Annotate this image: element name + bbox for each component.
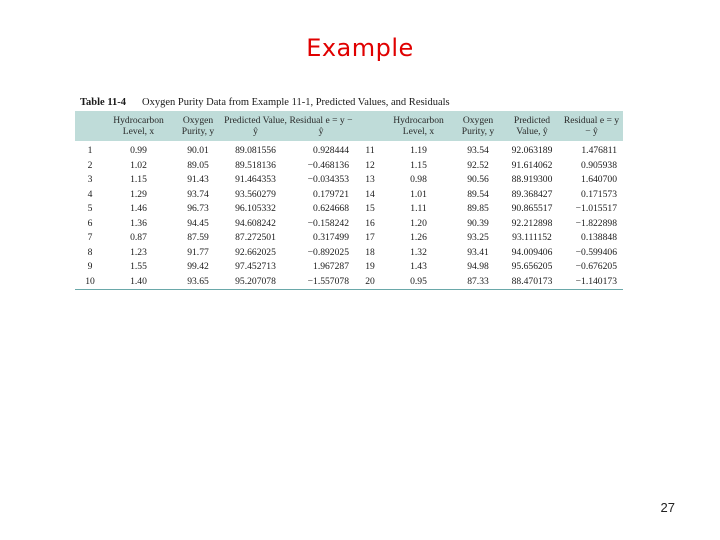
table-cell: −0.599406 [575, 246, 617, 258]
table-cell: 7 [87, 232, 93, 243]
table-cell: 1.36 [130, 217, 147, 229]
slide-title: Example [306, 34, 414, 62]
table-row [75, 260, 623, 275]
table-row [75, 217, 623, 232]
table-cell: 1.32 [410, 246, 427, 258]
table-cell: 89.85 [467, 203, 489, 214]
table-cell: 1.26 [410, 232, 427, 243]
table-row [75, 231, 623, 246]
table-row [75, 173, 623, 188]
column-header [75, 111, 105, 141]
table-cell: 96.73 [187, 203, 209, 214]
table-cell: 0.624668 [313, 203, 349, 214]
table-cell: 9 [87, 261, 93, 272]
table-cell: −1.140173 [575, 275, 617, 287]
table-cell: 1.11 [410, 203, 427, 214]
table-cell: 2 [87, 159, 93, 171]
table-cell: 93.111152 [512, 232, 552, 243]
table-cell: 0.317499 [313, 232, 349, 243]
table-cell: 93.560279 [235, 188, 276, 200]
table-row [75, 275, 623, 290]
table-row [75, 246, 623, 261]
table-cell: 93.41 [467, 246, 489, 258]
table-cell: 87.59 [187, 232, 209, 243]
table-cell: 91.77 [187, 246, 209, 258]
table-cell: 0.95 [410, 275, 427, 287]
table-row [75, 188, 623, 203]
page-number: 27 [660, 500, 675, 515]
table-cell: 91.464353 [235, 174, 276, 185]
table-cell: 1.15 [410, 159, 427, 171]
table-cell: 92.212898 [511, 217, 553, 229]
table-cell: 93.65 [187, 275, 209, 287]
table-cell: 91.614062 [511, 159, 553, 171]
table-cell: 1.29 [130, 188, 147, 200]
table-cell: 90.56 [467, 174, 489, 185]
table-body [75, 141, 623, 290]
table-cell: 13 [365, 174, 375, 185]
table-cell: 0.171573 [581, 188, 617, 200]
table-cell: −0.034353 [307, 174, 349, 185]
table-cell: 1.15 [130, 174, 147, 185]
table-cell: 91.43 [187, 174, 209, 185]
table-cell: 1.967287 [313, 261, 349, 272]
column-header: Predicted Value, ŷ [224, 111, 287, 141]
column-header: Oxygen Purity, y [172, 111, 224, 141]
table-cell: 88.470173 [511, 275, 553, 287]
table-cell: 19 [365, 261, 375, 272]
table-cell: 1.40 [130, 275, 147, 287]
table-cell: 10 [85, 275, 95, 287]
table-cell: 15 [365, 203, 375, 214]
table-cell: 89.368427 [511, 188, 553, 200]
table-cell: 94.45 [187, 217, 209, 229]
table-cell: 0.138848 [581, 232, 617, 243]
table-cell: 88.919300 [511, 174, 553, 185]
table-cell: 3 [87, 174, 93, 185]
table-cell: 0.905938 [581, 159, 617, 171]
table-cell: 0.928444 [313, 145, 349, 156]
table-cell: 87.33 [467, 275, 489, 287]
table-cell: 1.46 [130, 203, 147, 214]
residuals-table [75, 111, 623, 290]
table-cell: −0.468136 [307, 159, 349, 171]
table-cell: 20 [365, 275, 375, 287]
column-header: Hydrocarbon Level, x [105, 111, 172, 141]
table-cell: 0.99 [130, 145, 147, 156]
table-cell: 89.518136 [235, 159, 276, 171]
table-cell: 89.54 [467, 188, 489, 200]
table-cell: 93.25 [467, 232, 489, 243]
table-cell: 92.52 [467, 159, 489, 171]
table-cell: 93.74 [187, 188, 209, 200]
table-cell: 89.05 [187, 159, 209, 171]
table-cell: 1.20 [410, 217, 427, 229]
table-cell: 1.23 [130, 246, 147, 258]
table-cell: 1.19 [410, 145, 427, 156]
table-row [75, 141, 623, 159]
column-header: Residual e = y − ŷ [287, 111, 355, 141]
table-cell: 16 [365, 217, 375, 229]
table-cell: 90.39 [467, 217, 489, 229]
table-cell: 97.452713 [235, 261, 276, 272]
table-cell: −0.892025 [307, 246, 349, 258]
table-cell: 1.02 [130, 159, 147, 171]
table-cell: 1.640700 [581, 174, 617, 185]
column-header [355, 111, 385, 141]
table-header-row [75, 111, 623, 141]
table-cell: 1.476811 [581, 145, 617, 156]
table-cell: 11 [365, 145, 375, 156]
table-cell: 89.081556 [235, 145, 276, 156]
column-header: Predicted Value, ŷ [504, 111, 560, 141]
table-cell: 0.98 [410, 174, 427, 185]
table-cell: 95.656205 [511, 261, 553, 272]
table-cell: 5 [87, 203, 93, 214]
table-cell: 93.54 [467, 145, 489, 156]
table-cell: 17 [365, 232, 375, 243]
column-header: Oxygen Purity, y [452, 111, 504, 141]
table-cell: 90.865517 [511, 203, 553, 214]
table-row [75, 159, 623, 174]
table-cell: 92.063189 [511, 145, 553, 156]
table-cell: 6 [87, 217, 93, 229]
table-cell: −1.557078 [307, 275, 349, 287]
table-caption-text: Oxygen Purity Data from Example 11-1, Predicted Values, and Residuals [142, 97, 450, 108]
table-cell: 87.272501 [235, 232, 276, 243]
table-cell: 96.105332 [235, 203, 276, 214]
table-cell: −0.676205 [575, 261, 617, 272]
table-cell: 0.179721 [313, 188, 349, 200]
table-cell: 1.55 [130, 261, 147, 272]
table-cell: 1 [87, 145, 93, 156]
table-cell: 90.01 [187, 145, 209, 156]
table-cell: 1.01 [410, 188, 427, 200]
table-cell: −1.822898 [575, 217, 617, 229]
table-cell: 14 [365, 188, 375, 200]
table-cell: 0.87 [130, 232, 147, 243]
table-cell: 1.43 [410, 261, 427, 272]
table-cell: −1.015517 [575, 203, 617, 214]
table-cell: 95.207078 [235, 275, 276, 287]
column-header: Hydrocarbon Level, x [385, 111, 452, 141]
column-header: Residual e = y − ŷ [560, 111, 623, 141]
table-cell: 94.608242 [235, 217, 276, 229]
table-cell: 94.98 [467, 261, 489, 272]
table-cell: 12 [365, 159, 375, 171]
table-cell: 92.662025 [235, 246, 276, 258]
table-cell: 8 [87, 246, 93, 258]
table-cell: −0.158242 [307, 217, 349, 229]
table-number: Table 11-4 [80, 97, 126, 108]
table-cell: 99.42 [187, 261, 209, 272]
table-caption [80, 97, 450, 108]
table-cell: 94.009406 [511, 246, 553, 258]
table-row [75, 202, 623, 217]
table-cell: 18 [365, 246, 375, 258]
table-cell: 4 [87, 188, 93, 200]
